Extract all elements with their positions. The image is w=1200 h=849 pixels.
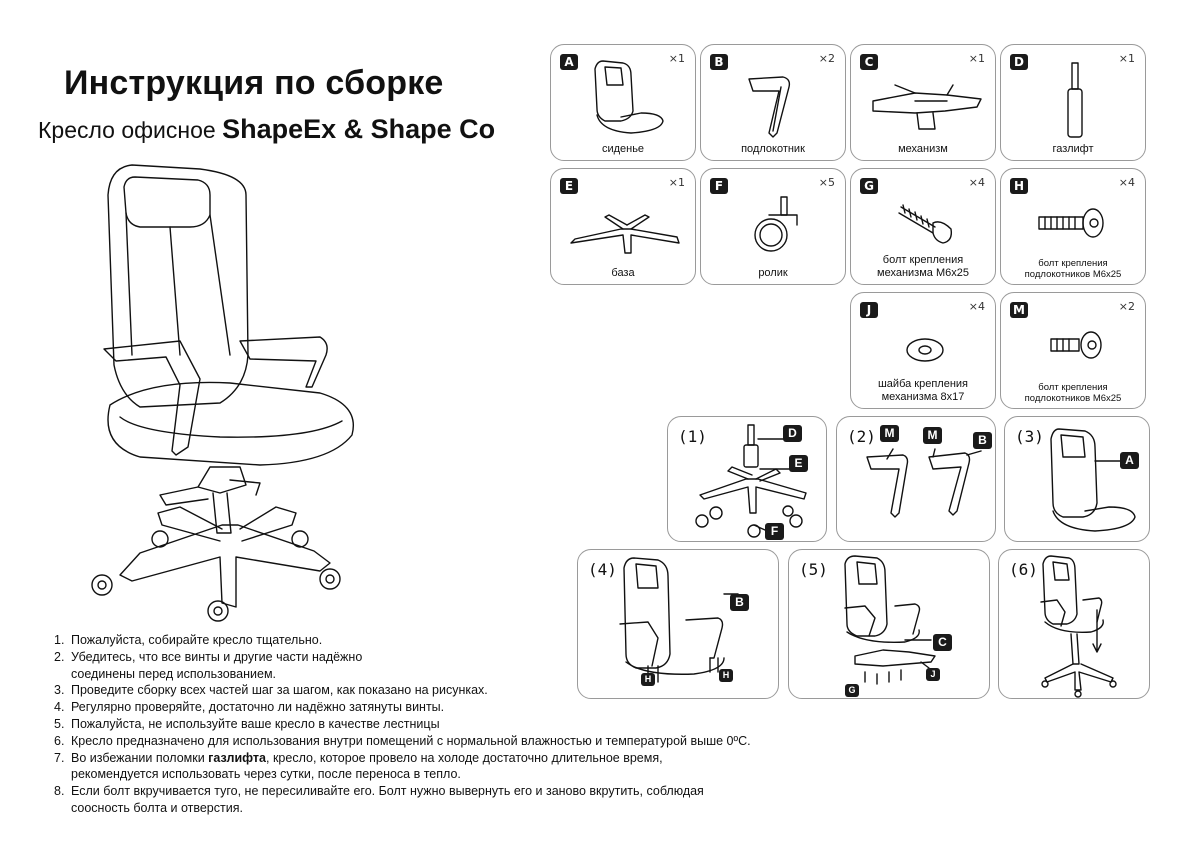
part-qty: ×1 — [968, 52, 985, 65]
step-tag: M — [923, 427, 942, 444]
mechanism-part-icon — [865, 73, 985, 135]
step-card-2 — [836, 416, 996, 542]
part-card-c — [850, 44, 996, 161]
armrest-bolt-short-icon — [1047, 329, 1107, 361]
part-card-g — [850, 168, 996, 285]
instruction-item: 5. Пожалуйста, не используйте ваше кресло в качестве лестницы — [54, 716, 440, 731]
step-3-seat — [1045, 425, 1145, 537]
instruction-item: соосность болта и отверстия. — [71, 800, 243, 815]
step-number: (3) — [1015, 427, 1044, 446]
part-letter: D — [1010, 54, 1028, 70]
step-tag: J — [926, 668, 940, 681]
step-number: (2) — [847, 427, 876, 446]
instruction-item: рекомендуется использовать через сутки, после переноса в тепло. — [71, 767, 461, 782]
step-tag: M — [880, 425, 899, 442]
part-letter: C — [860, 54, 878, 70]
instruction-item: 6. Кресло предназначено для использования внутри помещений с нормальной влажностью и температурой выше 0ºС. — [54, 733, 751, 748]
part-qty: ×1 — [1118, 52, 1135, 65]
part-label: база — [611, 267, 635, 279]
step-tag: B — [730, 594, 749, 611]
step-tag: B — [973, 432, 992, 449]
step-card-1 — [667, 416, 827, 542]
part-card-b — [700, 44, 846, 161]
step-card-5 — [788, 549, 990, 699]
gas-lift-part-icon — [1063, 61, 1087, 141]
base-part-icon — [565, 209, 685, 259]
part-label: сиденье — [601, 143, 645, 155]
part-letter: B — [710, 54, 728, 70]
step-tag: A — [1120, 452, 1139, 469]
part-label: болт крепления подлокотников М6х25 — [1024, 382, 1122, 404]
part-letter: J — [860, 302, 878, 318]
armrest-bolt-icon — [1037, 205, 1107, 241]
part-qty: ×1 — [668, 176, 685, 189]
washer-icon — [905, 337, 945, 363]
step-5-attach-mechanism — [835, 552, 985, 698]
part-label: болт крепления механизма М6х25 — [877, 254, 969, 279]
step-tag: H — [719, 669, 733, 682]
step-tag: C — [933, 634, 952, 651]
step-number: (1) — [678, 427, 707, 446]
part-qty: ×4 — [1118, 176, 1135, 189]
chair-illustration — [80, 155, 370, 625]
step-tag: E — [789, 455, 808, 472]
step-card-3 — [1004, 416, 1150, 542]
part-qty: ×1 — [668, 52, 685, 65]
part-letter: M — [1010, 302, 1028, 318]
part-card-d — [1000, 44, 1146, 161]
step-tag: D — [783, 425, 802, 442]
part-label: болт крепления подлокотников М6х25 — [1024, 258, 1122, 280]
part-label: подлокотник — [741, 143, 805, 155]
part-label: шайба крепления механизма 8х17 — [877, 378, 969, 403]
part-card-a — [550, 44, 696, 161]
step-card-6 — [998, 549, 1150, 699]
part-card-f — [700, 168, 846, 285]
part-label: механизм — [898, 143, 948, 155]
step-6-complete-chair — [1035, 552, 1145, 698]
part-qty: ×5 — [818, 176, 835, 189]
part-card-m — [1000, 292, 1146, 409]
bolt-icon — [897, 199, 957, 245]
part-qty: ×2 — [1118, 300, 1135, 313]
part-qty: ×4 — [968, 300, 985, 313]
part-card-j — [850, 292, 996, 409]
caster-part-icon — [747, 195, 803, 255]
instruction-item: соединены перед использованием. — [71, 666, 277, 681]
instruction-item: 3. Проведите сборку всех частей шаг за шагом, как показано на рисунках. — [54, 683, 488, 698]
armrest-part-icon — [745, 73, 805, 143]
step-number: (4) — [588, 560, 617, 579]
part-letter: G — [860, 178, 878, 194]
step-tag: F — [765, 523, 784, 540]
part-letter: E — [560, 178, 578, 194]
step-number: (6) — [1009, 560, 1038, 579]
assembly-instructions — [54, 632, 814, 817]
seat-part-icon — [591, 55, 671, 135]
part-qty: ×2 — [818, 52, 835, 65]
instruction-item: 2. Убедитесь, что все винты и другие части надёжно — [54, 649, 363, 664]
part-qty: ×4 — [968, 176, 985, 189]
instruction-item: 4. Регулярно проверяйте, достаточно ли надёжно затянуты винты. — [54, 700, 445, 715]
part-card-e — [550, 168, 696, 285]
part-card-h — [1000, 168, 1146, 285]
instruction-item: 8. Если болт вкручивается туго, не пересиливайте его. Болт нужно вывернуть его и заново вкрутить, соблюдая — [54, 784, 704, 799]
part-label: газлифт — [1052, 143, 1094, 155]
step-number: (5) — [799, 560, 828, 579]
instruction-item: 1. Пожалуйста, собирайте кресло тщательно. — [54, 633, 323, 647]
step-tag: H — [641, 673, 655, 686]
step-2-armrests — [863, 441, 993, 539]
model-name: ShapeEx & Shape Co — [222, 114, 496, 144]
part-label: ролик — [758, 267, 788, 279]
page-subtitle — [38, 114, 495, 145]
part-letter: F — [710, 178, 728, 194]
step-tag: G — [845, 684, 859, 697]
instruction-item: 7. Во избежании поломки газлифта, кресло, которое провело на холоде достаточно длительное время, — [54, 750, 663, 765]
part-letter: H — [1010, 178, 1028, 194]
part-letter: A — [560, 54, 578, 70]
subtitle-prefix: Кресло офисное — [38, 117, 216, 143]
page-title: Инструкция по сборке — [64, 64, 444, 102]
